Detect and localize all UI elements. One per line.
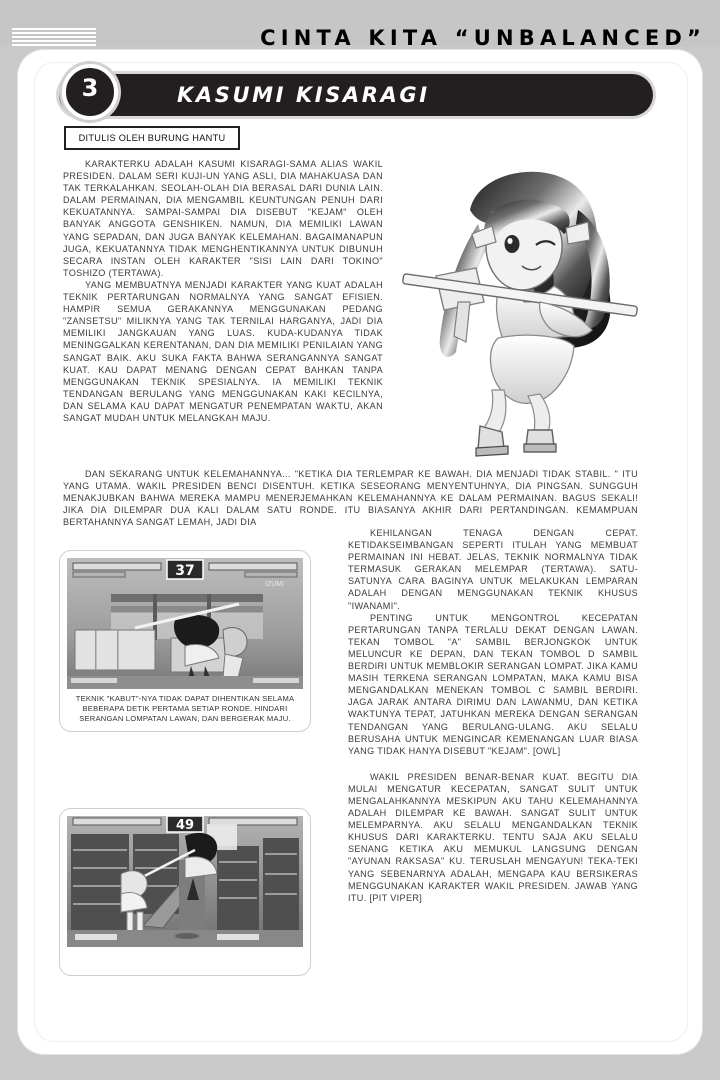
chapter-number: 3 xyxy=(81,74,99,102)
page-sheet xyxy=(18,50,702,1054)
screenshot-image-2 xyxy=(67,816,303,947)
article-right-column xyxy=(348,527,638,904)
masthead-band xyxy=(0,0,720,46)
svg-text:IZUMI: IZUMI xyxy=(265,581,285,588)
svg-text:37: 37 xyxy=(175,563,195,579)
kasumi-kisaragi-character-art xyxy=(400,150,650,460)
chapter-title: KASUMI KISARAGI xyxy=(177,83,430,107)
figure-caption-1: TEKNIK "KABUT"-NYA TIDAK DAPAT DIHENTIKAN SELAMA BEBERAPA DETIK PERTAMA SETIAP RONDE. HINDARI SERANGAN LOMPATAN LAWAN, DAN BERGERAK MAJU. xyxy=(75,694,295,724)
paragraph: WAKIL PRESIDEN BENAR-BENAR KUAT. BEGITU DIA MULAI MENGATUR KECEPATAN, SANGAT SULIT UNTUK MENGALAHKANNYA MESKIPUN AKU TAHU KELEMAHANNYA ADALAH DILEMPAR KE BAWAH. SANGAT SULIT UNTUK MELEMPARNYA. AKU SELALU MENGANDALKAN TEKNIK KHUSUS DARI KARAKTERKU. TENTU SAJA AKU SELALU SENANG KETIKA AKU MEMUKUL LANGSUNG DENGAN "AYUNAN RAKSASA" KU. TERUSLAH MENGAYUN! TEKA-TEKI YANG SEBENARNYA ADALAH, MENGAPA KAU BERSIKERAS MENGGUNAKAN KARAKTER WAKIL PRESIDEN. JAWAB YANG ITU. [PIT VIPER] xyxy=(348,771,638,903)
svg-text:49: 49 xyxy=(175,818,195,833)
paragraph: YANG MEMBUATNYA MENJADI KARAKTER YANG KUAT ADALAH TEKNIK PERTARUNGAN NORMALNYA YANG SANGAT EFISIEN. HAMPIR SEMUA GERAKANNYA MENGGUNAKAN PEDANG "ZANSETSU" MILIKNYA YANG TAK TERNILAI HARGANYA, JADI DIA MEMILIKI JANGKAUAN YANG LUAS. KUDA-KUDANYA TIDAK MENINGGALKAN KERENTANAN, DAN DIA MEMILIKI PENILAIAN YANG SANGAT BAIK. AKU SUKA FAKTA BAHWA SERANGANNYA SANGAT KUAT. KAU DAPAT MENANG DENGAN CEPAT BAHKAN TANPA MENGGUNAKAN TEKNIK SPESIALNYA. IA MEMILIKI TEKNIK TENDANGAN BERULANG YANG MENGGUNAKAN KAKI KECILNYA, DAN SELAMA KAU DAPAT MENGATUR PENEMPATAN WAKTU, AKAN SANGAT MUDAH UNTUK MELANGKAH MAJU. xyxy=(63,279,383,423)
chapter-title-bar xyxy=(59,74,653,116)
article-left-column xyxy=(63,158,383,424)
byline-text: DITULIS OLEH BURUNG HANTU xyxy=(78,133,226,143)
chapter-number-badge xyxy=(62,64,118,120)
masthead-title: CINTA KITA “UNBALANCED” xyxy=(260,26,706,46)
paragraph: DAN SEKARANG UNTUK KELEMAHANNYA... "KETIKA DIA TERLEMPAR KE BAWAH. DIA MENJADI TIDAK STABIL. " ITU YANG UTAMA. WAKIL PRESIDEN BENCI DISENTUH. KETIKA SESEORANG MENYENTUHNYA, DIA PINGSAN. SUNGGUH MENAKJUBKAN BAHWA MEREKA MAMPU MENERJEMAHKAN KELEMAHANNYA KE DALAM PERMAINAN. BAGUS SEKALI! JIKA DIA DILEMPAR DUA KALI DALAM SATU RONDE. ITU BIASANYA AKHIR DARI PERTANDINGAN. KEMAMPUAN BERTAHANNYA SANGAT LEMAH, JADI DIA xyxy=(63,469,638,528)
paragraph: PENTING UNTUK MENGONTROL KECEPATAN PERTARUNGAN TANPA TERLALU DEKAT DENGAN LAWAN. TEKAN TOMBOL "A" SAMBIL BERJONGKOK UNTUK MELUNCUR KE DEPAN, DAN TEKAN TOMBOL D SAMBIL BERDIRI UNTUK MEMBLOKIR SERANGAN LOMPAT. JIKA KAMU MASIH TERKENA SERANGAN LOMPATAN, MAKA KAMU BISA MENGANDALKAN MENEKAN TOMBOL C SAMBIL BERDIRI. JAGA JARAK ANTARA DIRIMU DAN LAWANMU, DAN KETIKA WAKTUNYA TEPAT, JATUHKAN MEREKA DENGAN SERANGAN TENDANGAN YANG BERULANG-ULANG. AKU SELALU BERUSAHA UNTUK MENGINCAR KEMENANGAN LUAR BIASA YANG TIDAK HANYA DISEBUT "KEJAM". [OWL] xyxy=(348,612,638,756)
gameplay-screenshot-2 xyxy=(59,808,311,976)
screenshot-image-1 xyxy=(67,558,303,689)
paragraph: KEHILANGAN TENAGA DENGAN CEPAT. KETIDAKSEIMBANGAN SEPERTI ITULAH YANG MEMBUAT PERMAINAN INI HEBAT. JELAS, TEKNIK NORMALNYA TIDAK TERMASUK GERAKAN MELEMPAR (TERTAWA). SATU-SATUNYA CARA BAGINYA UNTUK MELAKUKAN LEMPARAN ADALAH DENGAN MENGGUNAKAN TEKNIK KHUSUS "IWANAMI". xyxy=(348,528,638,611)
gameplay-screenshot-1 xyxy=(59,550,311,732)
byline-box xyxy=(64,126,240,150)
article-full-width-paragraph xyxy=(63,468,638,528)
paragraph: KARAKTERKU ADALAH KASUMI KISARAGI-SAMA ALIAS WAKIL PRESIDEN. DALAM SERI KUJI-UN YANG ASLI, DIA MAHAKUASA DAN TAK TERKALAHKAN. SEOLAH-OLAH DIA BERASAL DARI DUNIA LAIN. DALAM PERMAINAN, DIA MENGAMBIL KEUNTUNGAN PENUH DARI KEKUATANNYA. SAMPAI-SAMPAI DIA DISEBUT "KEJAM" OLEH BANYAK ANGGOTA GENSHIKEN. NAMUN, DIA MEMILIKI LAWAN YANG SEPADAN, DAN JUGA BANYAK KELEMAHAN. BAGAIMANAPUN JUGA, KEKUATANNYA TIDAK MENGHENTIKANNYA UNTUK DIBUNUH SECARA INSTAN OLEH KARAKTER "SISI LAIN DARI TOKINO" TOSHIZO (TERTAWA). xyxy=(63,159,383,278)
